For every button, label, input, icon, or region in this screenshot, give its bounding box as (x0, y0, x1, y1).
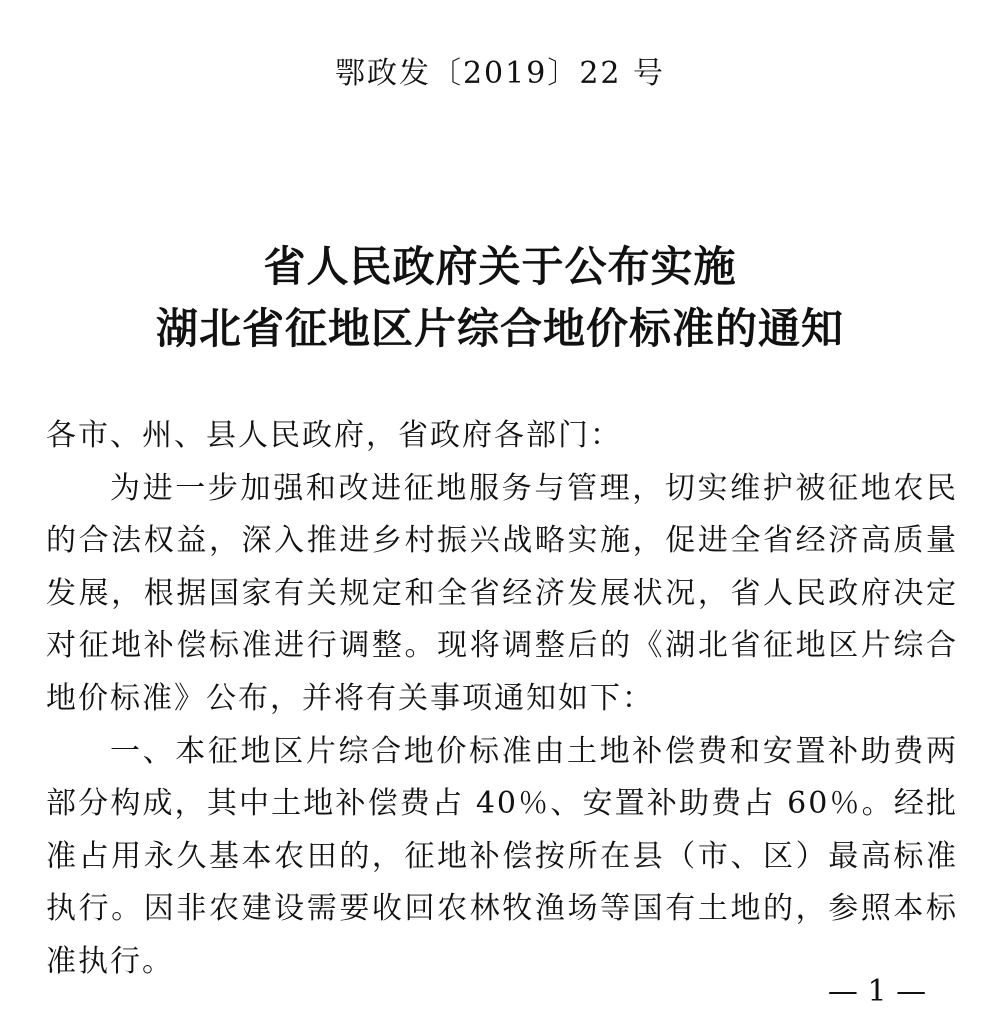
document-body (46, 410, 958, 989)
title-line-2: 湖北省征地区片综合地价标准的通知 (155, 304, 844, 353)
salutation: 各市、州、县人民政府，省政府各部门： (46, 418, 622, 453)
paragraph-2: 一、本征地区片综合地价标准由土地补偿费和安置补助费两部分构成，其中土地补偿费占 40％、安置补助费占 60％。经批准占用永久基本农田的，征地补偿按所在县（市、区）最高标准执行。因非农建设需要收回农林牧渔场等国有土地的，参照本标准执行。 (46, 733, 958, 979)
title-line-1: 省人民政府关于公布实施 (263, 242, 737, 291)
document-number: 鄂政发〔2019〕22 号 (334, 56, 666, 91)
paragraph-1: 为进一步加强和改进征地服务与管理，切实维护被征地农民的合法权益，深入推进乡村振兴战略实施，促进全省经济高质量发展，根据国家有关规定和全省经济发展状况，省人民政府决定对征地补偿标准进行调整。现将调整后的《湖北省征地区片综合地价标准》公布，并将有关事项通知如下： (46, 470, 958, 716)
page-number: — 1 — (827, 974, 927, 1009)
document-title (0, 236, 1000, 360)
